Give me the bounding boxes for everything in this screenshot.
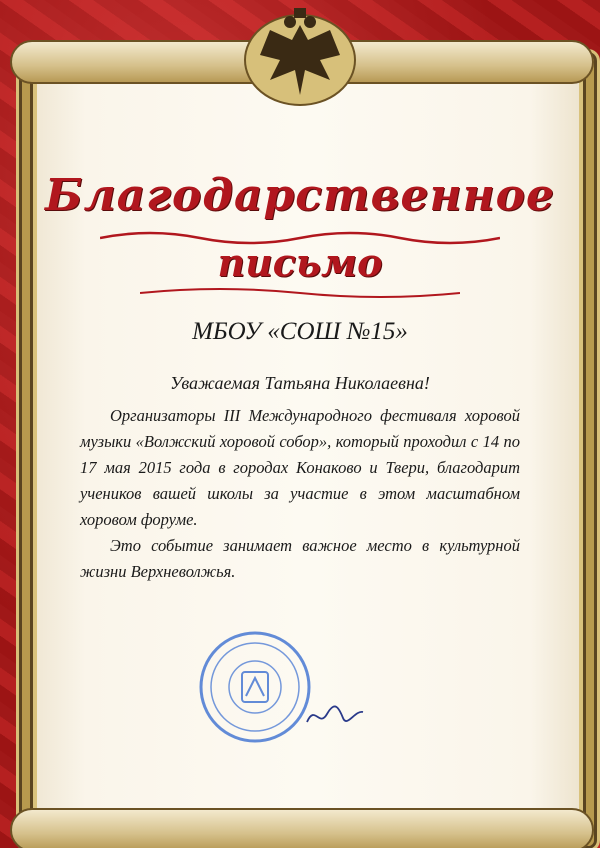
title-underline-flourish-icon [140, 285, 460, 301]
title-line-1: Благодарственное [44, 170, 555, 221]
letter-body [80, 403, 520, 585]
bottom-scroll-ornament [10, 808, 594, 848]
greeting: Уважаемая Татьяна Николаевна! [170, 373, 430, 393]
double-headed-eagle-icon [240, 0, 360, 110]
organization-name: МБОУ «СОШ №15» [192, 318, 408, 345]
paragraph-2: Это событие занимает важное место в культурной жизни Верхневолжья. [80, 536, 520, 581]
title-block [40, 160, 560, 300]
official-seal-icon [198, 630, 312, 744]
signature-icon [305, 700, 365, 730]
title-line-2: письмо [217, 240, 383, 285]
paragraph-1: Организаторы III Международного фестиваля хоровой музыки «Волжский хоровой собор», который проходил с 14 по 17 мая 2015 года в городах Конаково и Твери, благодарит учеников вашей школы за участие в этом масштабном хоровом форуме. [80, 406, 520, 529]
